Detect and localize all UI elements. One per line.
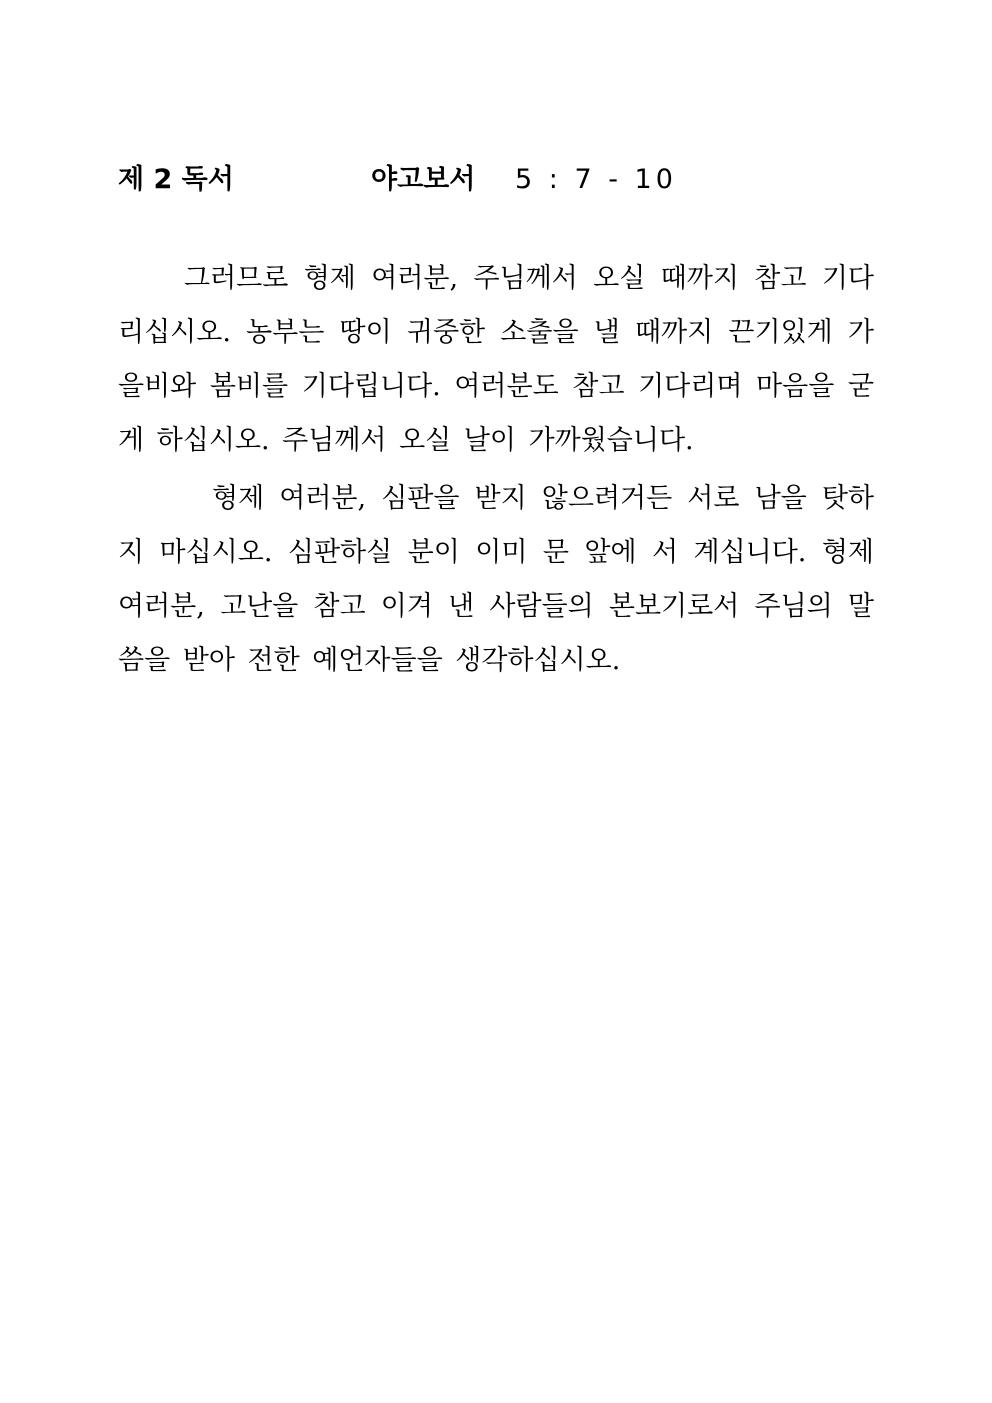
reading-label: 제 2 독서 [118,164,234,195]
reading-heading [118,160,878,200]
paragraph: 형제 여러분, 심판을 받지 않으려거든 서로 남을 탓하지 마십시오. 심판하실 분이 이미 문 앞에 서 계십니다. 형제 여러분, 고난을 참고 이겨 낸 사람들의 본보기로서 주님의 말씀을 받아 전한 예언자들을 생각하십시오. [118,483,874,676]
book-name: 야고보서 [371,164,476,195]
paragraph: 그러므로 형제 여러분, 주님께서 오실 때까지 참고 기다리십시오. 농부는 땅이 귀중한 소출을 낼 때까지 끈기있게 가을비와 봄비를 기다립니다. 여러분도 참고 기다리며 마음을 굳게 하십시오. 주님께서 오실 날이 가까웠습니다. [118,263,874,456]
reading-body [118,252,874,688]
scripture-reference: 5 : 7 - 10 [515,164,677,195]
